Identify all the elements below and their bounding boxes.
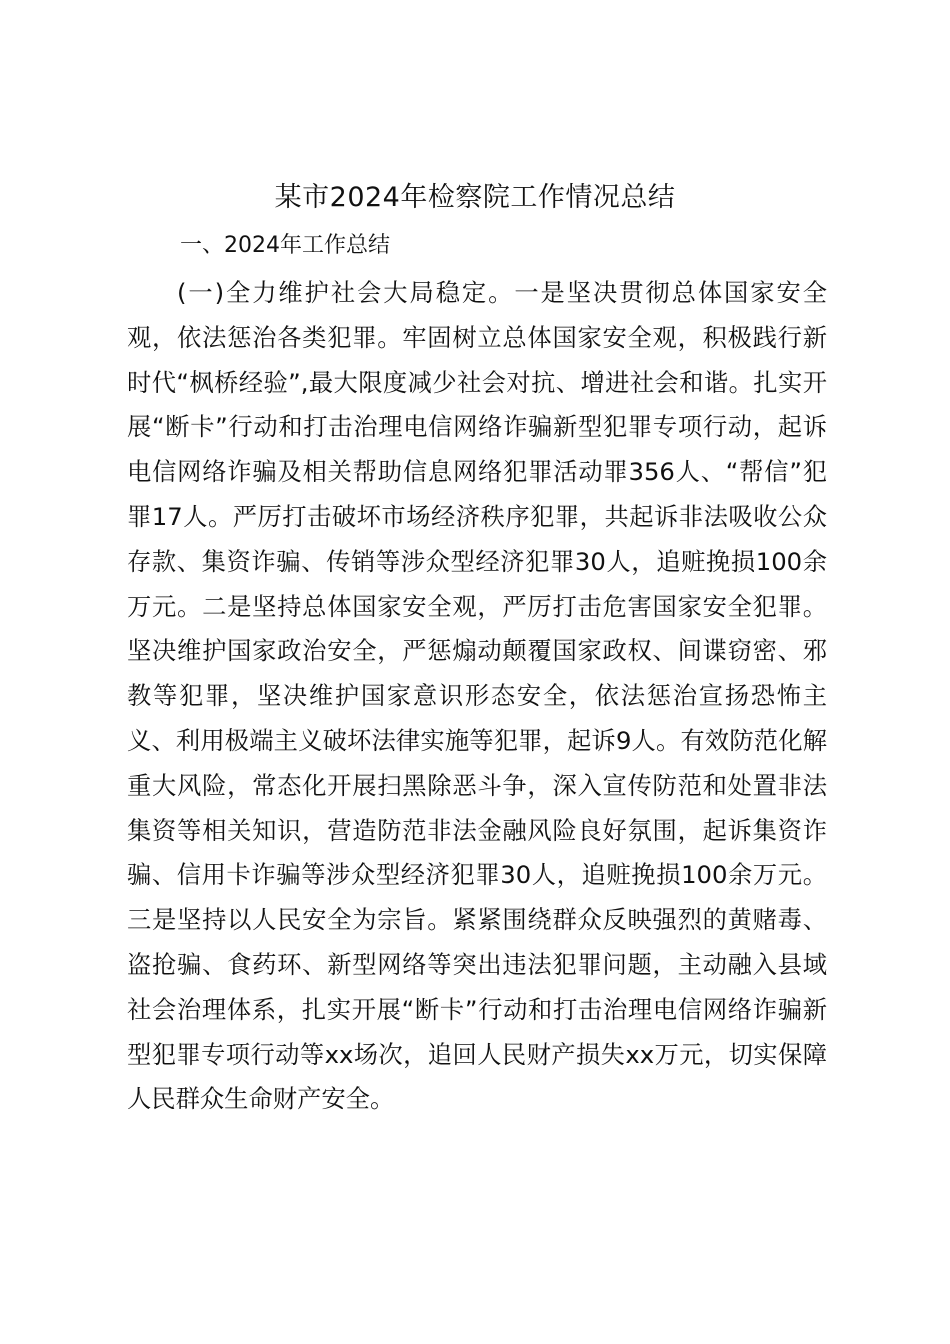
document-title: 某市2024年检察院工作情况总结 [274, 182, 676, 213]
body-paragraph: (一)全力维护社会大局稳定。一是坚决贯彻总体国家安全观，依法惩治各类犯罪。牢固树立总体国家安全观，积极践行新时代“枫桥经验”,最大限度减少社会对抗、增进社会和谐。扎实开展“断卡”行动和打击治理电信网络诈骗新型犯罪专项行动，起诉电信网络诈骗及相关帮助信息网络犯罪活动罪356人、“帮信”犯罪17人。严厉打击破坏市场经济秩序犯罪，共起诉非法吸收公众存款、集资诈骗、传销等涉众型经济犯罪30人，追赃挽损100余万元。二是坚持总体国家安全观，严厉打击危害国家安全犯罪。坚决维护国家政治安全，严惩煽动颠覆国家政权、间谍窃密、邪教等犯罪，坚决维护国家意识形态安全，依法惩治宣扬恐怖主义、利用极端主义破坏法律实施等犯罪，起诉9人。有效防范化解重大风险，常态化开展扫黑除恶斗争，深入宣传防范和处置非法集资等相关知识，营造防范非法金融风险良好氛围，起诉集资诈骗、信用卡诈骗等涉众型经济犯罪30人，追赃挽损100余万元。三是坚持以人民安全为宗旨。紧紧围绕群众反映强烈的黄赌毒、盗抢骗、食药环、新型网络等突出违法犯罪问题，主动融入县域社会治理体系，扎实开展“断卡”行动和打击治理电信网络诈骗新型犯罪专项行动等xx场次，追回人民财产损失xx万元，切实保障人民群众生命财产安全。 [127, 278, 827, 1114]
section-heading: 一、2024年工作总结 [180, 233, 390, 258]
